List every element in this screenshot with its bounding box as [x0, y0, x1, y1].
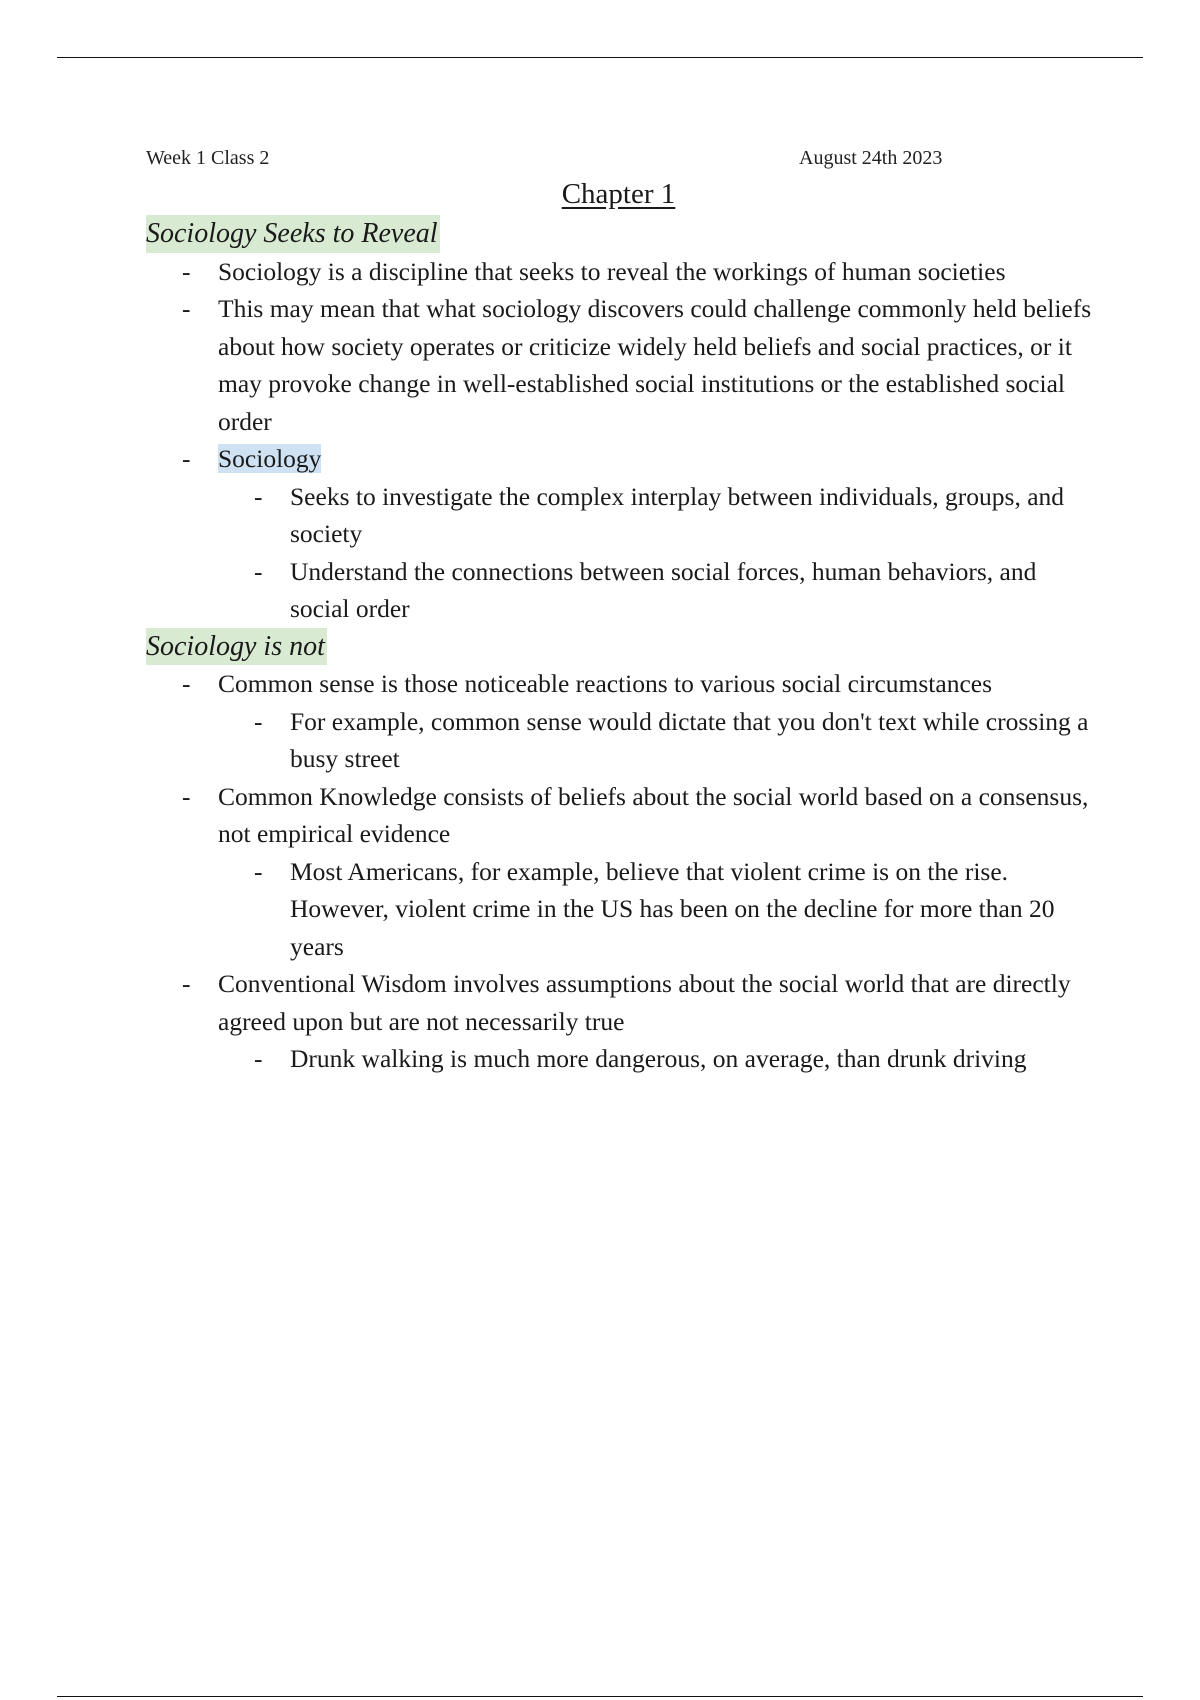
class-label: Week 1 Class 2 — [146, 147, 270, 169]
dash-bullet: - — [254, 856, 263, 886]
bullet-list — [146, 665, 1096, 1078]
item-text: This may mean that what sociology discovers could challenge commonly held beliefs about how society operates or criticize widely held beliefs and social practices, or it may provoke change in well-established social institutions or the established social order — [218, 294, 1092, 436]
dash-bullet: - — [182, 294, 191, 323]
dash-bullet: - — [254, 1044, 263, 1073]
section-reveal — [146, 215, 1096, 628]
sub-item-text: Drunk walking is much more dangerous, on average, than drunk driving — [290, 1044, 1027, 1073]
page-title: Chapter 1 — [561, 178, 676, 210]
dash-bullet: - — [254, 481, 263, 511]
sub-list — [218, 478, 1096, 628]
date-label: August 24th 2023 — [799, 147, 943, 169]
section-heading: Sociology Seeks to Reveal — [146, 215, 440, 253]
dash-bullet: - — [254, 706, 263, 736]
notes-body — [146, 215, 1096, 1078]
section-is-not — [146, 628, 1096, 1078]
sub-list-item — [218, 478, 1096, 553]
sub-item-text: Most Americans, for example, believe that violent crime is on the rise. However, violent crime in the US has been on the decline for more than 20 years — [290, 856, 1055, 961]
dash-bullet: - — [254, 556, 263, 586]
dash-bullet: - — [182, 969, 191, 998]
sub-item-text: Understand the connections between social forces, human behaviors, and social order — [290, 556, 1037, 623]
list-item — [146, 965, 1096, 1078]
sub-list-item — [218, 553, 1096, 628]
sub-item-text: For example, common sense would dictate that you don't text while crossing a busy street — [290, 706, 1089, 773]
item-text: Common Knowledge consists of beliefs about the social world based on a consensus, not empirical evidence — [218, 781, 1089, 848]
bullet-list — [146, 253, 1096, 628]
list-item — [146, 778, 1096, 966]
item-text: Conventional Wisdom involves assumptions about the social world that are directly agreed upon but are not necessarily true — [218, 969, 1071, 1036]
bottom-rule — [57, 1696, 1143, 1697]
highlighted-term: Sociology — [218, 444, 322, 473]
list-item — [146, 440, 1096, 628]
dash-bullet: - — [182, 444, 191, 473]
sub-list-item — [218, 853, 1096, 966]
list-item — [146, 253, 1096, 291]
section-heading: Sociology is not — [146, 628, 327, 666]
dash-bullet: - — [182, 669, 191, 698]
dash-bullet: - — [182, 781, 191, 811]
sub-list — [218, 853, 1096, 966]
sub-list — [218, 703, 1096, 778]
list-item — [146, 665, 1096, 778]
item-text: Sociology is a discipline that seeks to reveal the workings of human societies — [218, 256, 1006, 286]
dash-bullet: - — [182, 256, 191, 286]
item-text: Common sense is those noticeable reactions to various social circumstances — [218, 669, 993, 698]
sub-list-item — [218, 703, 1096, 778]
top-rule — [57, 57, 1143, 58]
sub-list — [218, 1040, 1096, 1078]
list-item — [146, 290, 1096, 440]
sub-item-text: Seeks to investigate the complex interplay between individuals, groups, and society — [290, 481, 1065, 548]
sub-list-item — [218, 1040, 1096, 1078]
